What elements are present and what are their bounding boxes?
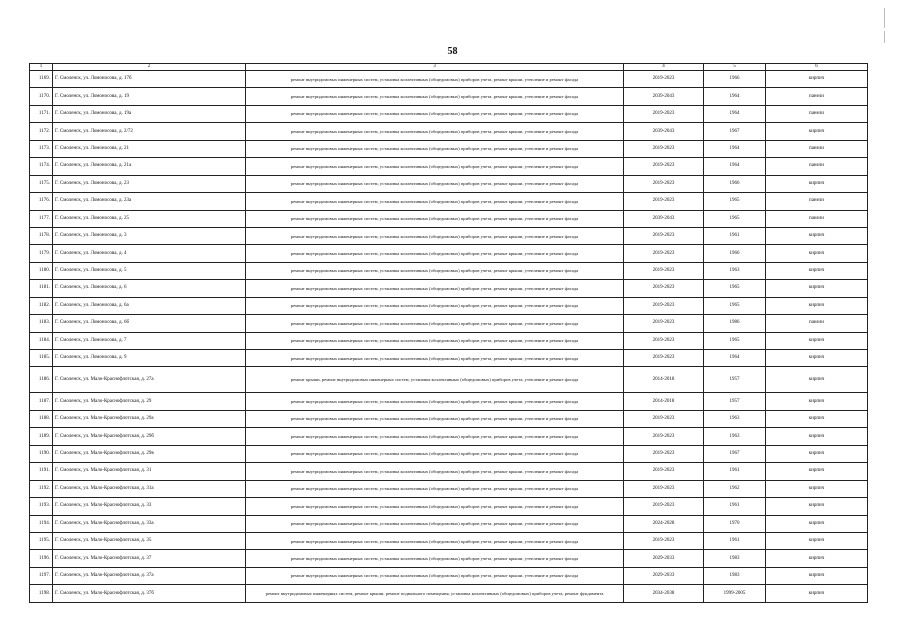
row-number: 1193.: [30, 498, 53, 515]
column-header: 1: [30, 64, 53, 71]
table-row: [30, 105, 868, 122]
table-row: [30, 532, 868, 549]
works-cell: ремонт внутридомовых инженерных систем, установка коллективных (общедомовых) приборов учета, ремонт крыши, утепление и ремонт фасада: [246, 158, 624, 175]
year-cell: 1983: [704, 567, 766, 584]
row-number: 1175.: [30, 175, 53, 192]
year-cell: 1957: [704, 393, 766, 410]
material-cell: кирпич: [766, 567, 868, 584]
year-cell: 1967: [704, 445, 766, 462]
period-cell: 2019-2023: [624, 350, 704, 367]
row-number: 1185.: [30, 350, 53, 367]
works-cell: ремонт внутридомовых инженерных систем, установка коллективных (общедомовых) приборов учета, ремонт крыши, утепление и ремонт фасада: [246, 463, 624, 480]
address-cell: Г. Смоленск, ул. Ломоносова, д. 3: [53, 227, 246, 244]
year-cell: 1965: [704, 332, 766, 349]
material-cell: кирпич: [766, 515, 868, 532]
table-row: [30, 463, 868, 480]
material-cell: панели: [766, 88, 868, 105]
row-number: 1184.: [30, 332, 53, 349]
works-cell: ремонт крыши, ремонт внутридомовых инженерных систем, установка коллективных (общедомовых) приборов учета, утепление и ремонт фасада: [246, 367, 624, 393]
table-row: [30, 445, 868, 462]
period-cell: 2019-2023: [624, 332, 704, 349]
period-cell: 2019-2023: [624, 175, 704, 192]
address-cell: Г. Смоленск, ул. Ломоносова, д. 25: [53, 210, 246, 227]
row-number: 1176.: [30, 193, 53, 210]
works-cell: ремонт внутридомовых инженерных систем, установка коллективных (общедомовых) приборов учета, ремонт крыши, утепление и ремонт фасада: [246, 410, 624, 427]
year-cell: 1970: [704, 515, 766, 532]
table-row: [30, 280, 868, 297]
housing-repair-table: [29, 63, 868, 603]
table-row: [30, 227, 868, 244]
table-row: [30, 315, 868, 332]
period-cell: 2019-2023: [624, 105, 704, 122]
material-cell: кирпич: [766, 410, 868, 427]
row-number: 1173.: [30, 140, 53, 157]
year-cell: 1967: [704, 123, 766, 140]
period-cell: 2014-2018: [624, 393, 704, 410]
year-cell: 1966: [704, 245, 766, 262]
row-number: 1187.: [30, 393, 53, 410]
year-cell: 1964: [704, 88, 766, 105]
address-cell: Г. Смоленск, ул. Ломоносова, д. 23: [53, 175, 246, 192]
table-row: [30, 393, 868, 410]
address-cell: Г. Смоленск, ул. Ломоносова, д. 21: [53, 140, 246, 157]
row-number: 1170.: [30, 88, 53, 105]
works-cell: ремонт внутридомовых инженерных систем, установка коллективных (общедомовых) приборов учета, ремонт крыши, утепление и ремонт фасада: [246, 445, 624, 462]
address-cell: Г. Смоленск, ул. Ломоносова, д. 17б: [53, 71, 246, 88]
table-row: [30, 350, 868, 367]
period-cell: 2039-2043: [624, 210, 704, 227]
year-cell: 1963: [704, 428, 766, 445]
table-row: [30, 175, 868, 192]
address-cell: Г. Смоленск, ул. Мало-Краснофлотская, д. 29в: [53, 445, 246, 462]
material-cell: панели: [766, 193, 868, 210]
material-cell: кирпич: [766, 550, 868, 567]
works-cell: ремонт внутридомовых инженерных систем, установка коллективных (общедомовых) приборов учета, ремонт крыши, утепление и ремонт фасада: [246, 71, 624, 88]
table-row: [30, 332, 868, 349]
table-row: [30, 498, 868, 515]
period-cell: 2019-2023: [624, 428, 704, 445]
year-cell: 1962: [704, 480, 766, 497]
row-number: 1177.: [30, 210, 53, 227]
table-row: [30, 515, 868, 532]
row-number: 1191.: [30, 463, 53, 480]
period-cell: 2019-2023: [624, 227, 704, 244]
period-cell: 2019-2023: [624, 315, 704, 332]
material-cell: кирпич: [766, 280, 868, 297]
period-cell: 2029-2033: [624, 550, 704, 567]
address-cell: Г. Смоленск, ул. Мало-Краснофлотская, д. 31а: [53, 480, 246, 497]
works-cell: ремонт внутридомовых инженерных систем, установка коллективных (общедомовых) приборов учета, ремонт крыши, утепление и ремонт фасада: [246, 140, 624, 157]
row-number: 1195.: [30, 532, 53, 549]
material-cell: кирпич: [766, 532, 868, 549]
year-cell: 1965: [704, 297, 766, 314]
address-cell: Г. Смоленск, ул. Ломоносова, д. 2/72: [53, 123, 246, 140]
period-cell: 2019-2023: [624, 498, 704, 515]
address-cell: Г. Смоленск, ул. Ломоносова, д. 6: [53, 280, 246, 297]
period-cell: 2019-2023: [624, 410, 704, 427]
scan-edge-mark: [884, 31, 885, 43]
column-header: 4: [624, 64, 704, 71]
address-cell: Г. Смоленск, ул. Ломоносова, д. 5: [53, 262, 246, 279]
period-cell: 2019-2023: [624, 262, 704, 279]
row-number: 1190.: [30, 445, 53, 462]
address-cell: Г. Смоленск, ул. Мало-Краснофлотская, д. 35: [53, 532, 246, 549]
address-cell: Г. Смоленск, ул. Мало-Краснофлотская, д. 27а: [53, 367, 246, 393]
material-cell: кирпич: [766, 175, 868, 192]
row-number: 1169.: [30, 71, 53, 88]
period-cell: 2019-2023: [624, 193, 704, 210]
material-cell: кирпич: [766, 123, 868, 140]
year-cell: 1983: [704, 550, 766, 567]
year-cell: 1965: [704, 210, 766, 227]
material-cell: кирпич: [766, 463, 868, 480]
row-number: 1196.: [30, 550, 53, 567]
material-cell: кирпич: [766, 332, 868, 349]
row-number: 1197.: [30, 567, 53, 584]
period-cell: 2014-2018: [624, 367, 704, 393]
works-cell: ремонт внутридомовых инженерных систем, установка коллективных (общедомовых) приборов учета, ремонт крыши, утепление и ремонт фасада: [246, 332, 624, 349]
column-number-row: [30, 64, 868, 71]
period-cell: 2034-2038: [624, 585, 704, 603]
works-cell: ремонт внутридомовых инженерных систем, установка коллективных (общедомовых) приборов учета, ремонт крыши, утепление и ремонт фасада: [246, 227, 624, 244]
year-cell: 1961: [704, 532, 766, 549]
year-cell: 1999-2005: [704, 585, 766, 603]
works-cell: ремонт внутридомовых инженерных систем, установка коллективных (общедомовых) приборов учета, ремонт крыши, утепление и ремонт фасада: [246, 193, 624, 210]
address-cell: Г. Смоленск, ул. Ломоносова, д. 7: [53, 332, 246, 349]
column-header: 3: [246, 64, 624, 71]
period-cell: 2019-2023: [624, 280, 704, 297]
year-cell: 1963: [704, 410, 766, 427]
document-page: [29, 63, 867, 603]
address-cell: Г. Смоленск, ул. Ломоносова, д. 23а: [53, 193, 246, 210]
year-cell: 1964: [704, 140, 766, 157]
material-cell: кирпич: [766, 393, 868, 410]
row-number: 1189.: [30, 428, 53, 445]
address-cell: Г. Смоленск, ул. Мало-Краснофлотская, д. 33а: [53, 515, 246, 532]
row-number: 1188.: [30, 410, 53, 427]
table-row: [30, 367, 868, 393]
period-cell: 2019-2023: [624, 245, 704, 262]
address-cell: Г. Смоленск, ул. Ломоносова, д. 9: [53, 350, 246, 367]
works-cell: ремонт внутридомовых инженерных систем, установка коллективных (общедомовых) приборов учета, ремонт крыши, утепление и ремонт фасада: [246, 88, 624, 105]
year-cell: 1961: [704, 463, 766, 480]
works-cell: ремонт внутридомовых инженерных систем, установка коллективных (общедомовых) приборов учета, ремонт крыши, утепление и ремонт фасада: [246, 550, 624, 567]
material-cell: кирпич: [766, 227, 868, 244]
material-cell: кирпич: [766, 480, 868, 497]
table-row: [30, 88, 868, 105]
table-row: [30, 71, 868, 88]
year-cell: 1961: [704, 498, 766, 515]
year-cell: 1964: [704, 105, 766, 122]
address-cell: Г. Смоленск, ул. Мало-Краснофлотская, д. 33: [53, 498, 246, 515]
table-row: [30, 410, 868, 427]
material-cell: панели: [766, 105, 868, 122]
works-cell: ремонт внутридомовых инженерных систем, установка коллективных (общедомовых) приборов учета, ремонт крыши, утепление и ремонт фасада: [246, 123, 624, 140]
period-cell: 2039-2043: [624, 123, 704, 140]
address-cell: Г. Смоленск, ул. Мало-Краснофлотская, д. 29б: [53, 428, 246, 445]
works-cell: ремонт внутридомовых инженерных систем, установка коллективных (общедомовых) приборов учета, ремонт крыши, утепление и ремонт фасада: [246, 350, 624, 367]
row-number: 1172.: [30, 123, 53, 140]
row-number: 1179.: [30, 245, 53, 262]
year-cell: 1966: [704, 175, 766, 192]
table-row: [30, 297, 868, 314]
material-cell: панели: [766, 315, 868, 332]
address-cell: Г. Смоленск, ул. Ломоносова, д. 4: [53, 245, 246, 262]
table-row: [30, 193, 868, 210]
works-cell: ремонт внутридомовых инженерных систем, установка коллективных (общедомовых) приборов учета, ремонт крыши, утепление и ремонт фасада: [246, 105, 624, 122]
page-number: 58: [447, 46, 458, 57]
works-cell: ремонт внутридомовых инженерных систем, установка коллективных (общедомовых) приборов учета, ремонт крыши, утепление и ремонт фасада: [246, 498, 624, 515]
year-cell: 1965: [704, 280, 766, 297]
material-cell: кирпич: [766, 350, 868, 367]
address-cell: Г. Смоленск, ул. Мало-Краснофлотская, д. 37б: [53, 585, 246, 603]
row-number: 1180.: [30, 262, 53, 279]
address-cell: Г. Смоленск, ул. Мало-Краснофлотская, д. 29а: [53, 410, 246, 427]
address-cell: Г. Смоленск, ул. Ломоносова, д. 6а: [53, 297, 246, 314]
column-header: 2: [53, 64, 246, 71]
period-cell: 2039-2043: [624, 88, 704, 105]
scan-edge-mark: [884, 8, 885, 28]
works-cell: ремонт внутридомовых инженерных систем, установка коллективных (общедомовых) приборов учета, ремонт крыши, утепление и ремонт фасада: [246, 210, 624, 227]
address-cell: Г. Смоленск, ул. Мало-Краснофлотская, д. 29: [53, 393, 246, 410]
row-number: 1194.: [30, 515, 53, 532]
material-cell: панели: [766, 140, 868, 157]
material-cell: кирпич: [766, 262, 868, 279]
period-cell: 2019-2023: [624, 463, 704, 480]
works-cell: ремонт внутридомовых инженерных систем, установка коллективных (общедомовых) приборов учета, ремонт крыши, утепление и ремонт фасада: [246, 515, 624, 532]
works-cell: ремонт внутридомовых инженерных систем, установка коллективных (общедомовых) приборов учета, ремонт крыши, утепление и ремонт фасада: [246, 567, 624, 584]
period-cell: 2019-2023: [624, 140, 704, 157]
row-number: 1198.: [30, 585, 53, 603]
period-cell: 2019-2023: [624, 445, 704, 462]
period-cell: 2019-2023: [624, 532, 704, 549]
column-header: 6: [766, 64, 868, 71]
table-row: [30, 480, 868, 497]
works-cell: ремонт внутридомовых инженерных систем, установка коллективных (общедомовых) приборов учета, ремонт крыши, утепление и ремонт фасада: [246, 428, 624, 445]
table-row: [30, 567, 868, 584]
works-cell: ремонт внутридомовых инженерных систем, установка коллективных (общедомовых) приборов учета, ремонт крыши, утепление и ремонт фасада: [246, 393, 624, 410]
table-row: [30, 245, 868, 262]
address-cell: Г. Смоленск, ул. Ломоносова, д. 6б: [53, 315, 246, 332]
address-cell: Г. Смоленск, ул. Ломоносова, д. 21а: [53, 158, 246, 175]
row-number: 1182.: [30, 297, 53, 314]
table-row: [30, 140, 868, 157]
address-cell: Г. Смоленск, ул. Ломоносова, д. 19а: [53, 105, 246, 122]
year-cell: 1961: [704, 227, 766, 244]
address-cell: Г. Смоленск, ул. Мало-Краснофлотская, д. 31: [53, 463, 246, 480]
column-header: 5: [704, 64, 766, 71]
year-cell: 1964: [704, 350, 766, 367]
works-cell: ремонт внутридомовых инженерных систем, установка коллективных (общедомовых) приборов учета, ремонт крыши, утепление и ремонт фасада: [246, 175, 624, 192]
row-number: 1192.: [30, 480, 53, 497]
period-cell: 2024-2028: [624, 515, 704, 532]
row-number: 1174.: [30, 158, 53, 175]
year-cell: 1963: [704, 262, 766, 279]
material-cell: кирпич: [766, 428, 868, 445]
works-cell: ремонт внутридомовых инженерных систем, установка коллективных (общедомовых) приборов учета, ремонт крыши, утепление и ремонт фасада: [246, 315, 624, 332]
material-cell: кирпич: [766, 585, 868, 603]
period-cell: 2029-2033: [624, 567, 704, 584]
table-row: [30, 158, 868, 175]
works-cell: ремонт внутридомовых инженерных систем, установка коллективных (общедомовых) приборов учета, ремонт крыши, утепление и ремонт фасада: [246, 280, 624, 297]
address-cell: Г. Смоленск, ул. Мало-Краснофлотская, д. 37: [53, 550, 246, 567]
period-cell: 2019-2023: [624, 480, 704, 497]
year-cell: 1964: [704, 158, 766, 175]
address-cell: Г. Смоленск, ул. Мало-Краснофлотская, д. 37а: [53, 567, 246, 584]
works-cell: ремонт внутридомовых инженерных систем, установка коллективных (общедомовых) приборов учета, ремонт крыши, утепление и ремонт фасада: [246, 297, 624, 314]
material-cell: кирпич: [766, 367, 868, 393]
works-cell: ремонт внутридомовых инженерных систем, установка коллективных (общедомовых) приборов учета, ремонт крыши, утепление и ремонт фасада: [246, 532, 624, 549]
row-number: 1178.: [30, 227, 53, 244]
year-cell: 1966: [704, 71, 766, 88]
period-cell: 2019-2023: [624, 71, 704, 88]
address-cell: Г. Смоленск, ул. Ломоносова, д. 19: [53, 88, 246, 105]
material-cell: кирпич: [766, 445, 868, 462]
year-cell: 1957: [704, 367, 766, 393]
row-number: 1171.: [30, 105, 53, 122]
table-row: [30, 585, 868, 603]
period-cell: 2019-2023: [624, 297, 704, 314]
works-cell: ремонт внутридомовых инженерных систем, установка коллективных (общедомовых) приборов учета, ремонт крыши, утепление и ремонт фасада: [246, 262, 624, 279]
row-number: 1183.: [30, 315, 53, 332]
year-cell: 1986: [704, 315, 766, 332]
material-cell: панели: [766, 158, 868, 175]
table-row: [30, 428, 868, 445]
row-number: 1181.: [30, 280, 53, 297]
year-cell: 1965: [704, 193, 766, 210]
material-cell: панели: [766, 210, 868, 227]
table-row: [30, 550, 868, 567]
works-cell: ремонт внутридомовых инженерных систем, установка коллективных (общедомовых) приборов учета, ремонт крыши, утепление и ремонт фасада: [246, 480, 624, 497]
row-number: 1186.: [30, 367, 53, 393]
material-cell: кирпич: [766, 498, 868, 515]
material-cell: кирпич: [766, 297, 868, 314]
works-cell: ремонт внутридомовых инженерных систем, ремонт крыши, ремонт подвального помещения, установка коллективных (общедомовых) приборов учета, ремонт фундамента: [246, 585, 624, 603]
period-cell: 2019-2023: [624, 158, 704, 175]
table-row: [30, 123, 868, 140]
works-cell: ремонт внутридомовых инженерных систем, установка коллективных (общедомовых) приборов учета, ремонт крыши, утепление и ремонт фасада: [246, 245, 624, 262]
material-cell: кирпич: [766, 245, 868, 262]
material-cell: кирпич: [766, 71, 868, 88]
table-row: [30, 210, 868, 227]
table-row: [30, 262, 868, 279]
